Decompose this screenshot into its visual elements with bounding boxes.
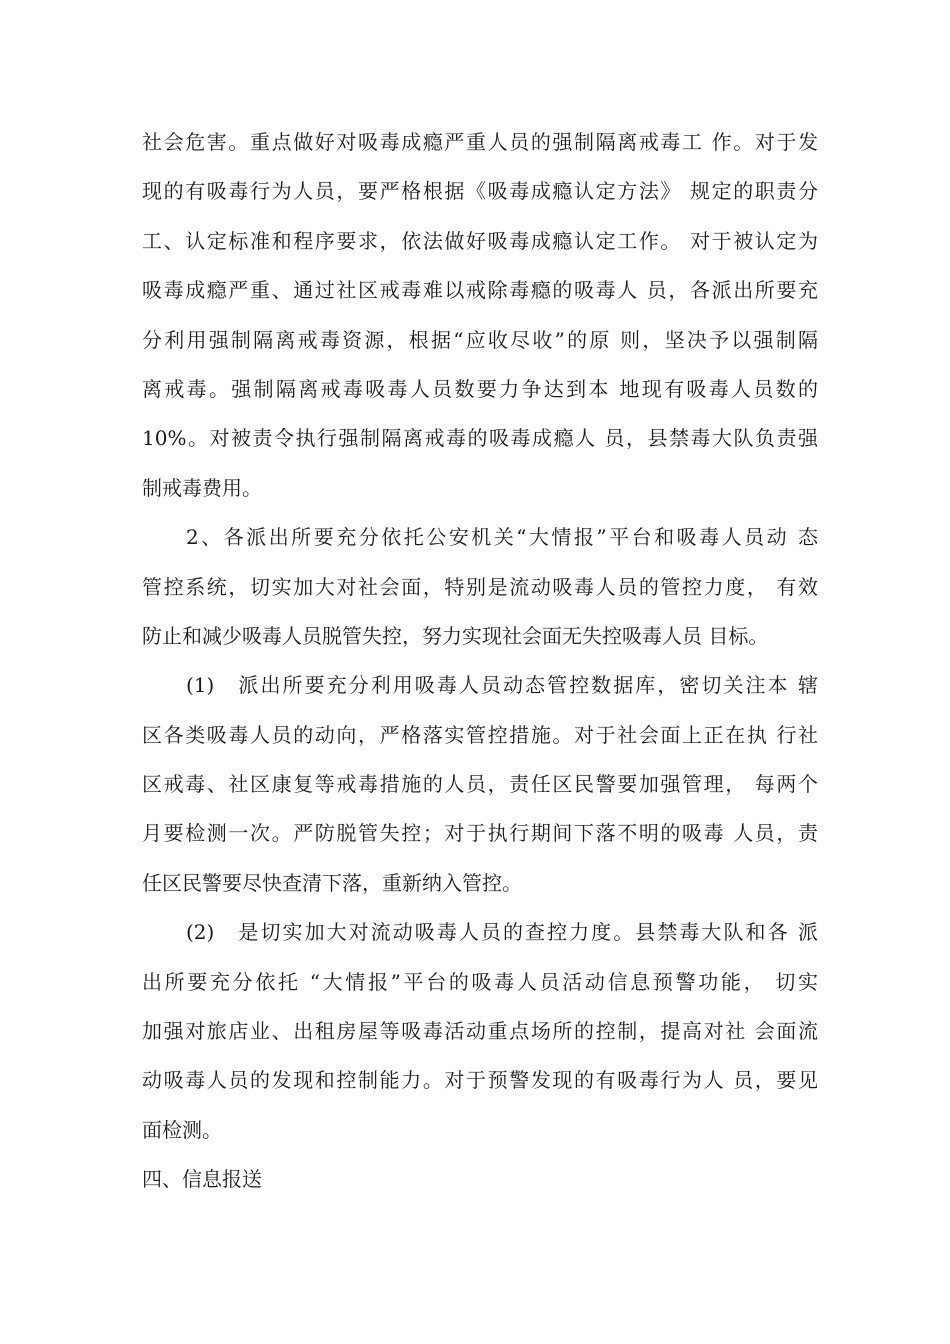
text-line: 吸毒成瘾严重、通过社区戒毒难以戒除毒瘾的吸毒人 员，各派出所要充 bbox=[142, 278, 818, 303]
text-line: 面检测。 bbox=[142, 1117, 222, 1142]
text-line: 任区民警要尽快查清下落，重新纳入管控。 bbox=[142, 870, 522, 895]
section-heading bbox=[142, 1155, 818, 1204]
paragraph bbox=[142, 908, 818, 1155]
text-line: 制戒毒费用。 bbox=[142, 475, 262, 500]
text-line: 2、各派出所要充分依托公安机关“大情报”平台和吸毒人员动 态 bbox=[186, 525, 818, 550]
text-line: (1) 派出所要充分利用吸毒人员动态管控数据库，密切关注本 辖 bbox=[186, 673, 818, 698]
text-line: 出所要充分依托 “大情报”平台的吸毒人员活动信息预警功能， 切实 bbox=[142, 969, 818, 994]
text-line: (2) 是切实加大对流动吸毒人员的查控力度。县禁毒大队和各 派 bbox=[186, 920, 818, 945]
text-line: 动吸毒人员的发现和控制能力。对于预警发现的有吸毒行为人 员，要见 bbox=[142, 1068, 818, 1093]
text-line: 防止和减少吸毒人员脱管失控，努力实现社会面无失控吸毒人员 目标。 bbox=[142, 623, 769, 648]
paragraph bbox=[142, 513, 818, 661]
paragraph bbox=[142, 118, 818, 513]
document-body bbox=[142, 118, 818, 1205]
text-line: 四、信息报送 bbox=[142, 1167, 262, 1192]
text-line: 离戒毒。强制隔离戒毒吸毒人员数要力争达到本 地现有吸毒人员数的 bbox=[142, 376, 818, 401]
text-line: 现的有吸毒行为人员，要严格根据《吸毒成瘾认定方法》 规定的职责分 bbox=[142, 179, 818, 204]
text-line: 区戒毒、社区康复等戒毒措施的人员，责任区民警要加强管理， 每两个 bbox=[142, 772, 818, 797]
text-line: 月要检测一次。严防脱管失控；对于执行期间下落不明的吸毒 人员，责 bbox=[142, 821, 818, 846]
text-line: 工、认定标准和程序要求，依法做好吸毒成瘾认定工作。 对于被认定为 bbox=[142, 228, 818, 253]
paragraph bbox=[142, 661, 818, 908]
text-line: 社会危害。重点做好对吸毒成瘾严重人员的强制隔离戒毒工 作。对于发 bbox=[142, 130, 818, 154]
text-line: 管控系统，切实加大对社会面，特别是流动吸毒人员的管控力度， 有效 bbox=[142, 574, 818, 599]
text-line: 10%。对被责令执行强制隔离戒毒的吸毒成瘾人 员，县禁毒大队负责强 bbox=[142, 426, 818, 451]
text-line: 分利用强制隔离戒毒资源，根据“应收尽收”的原 则，坚决予以强制隔 bbox=[142, 327, 818, 352]
text-line: 区各类吸毒人员的动向，严格落实管控措施。对于社会面上正在执 行社 bbox=[142, 722, 818, 747]
text-line: 加强对旅店业、出租房屋等吸毒活动重点场所的控制，提高对社 会面流 bbox=[142, 1019, 818, 1044]
